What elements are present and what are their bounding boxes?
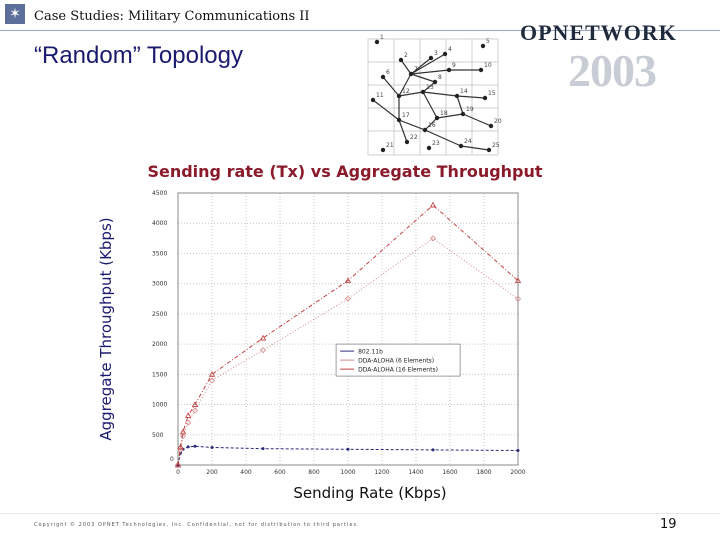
topology-node bbox=[435, 116, 439, 120]
x-tick-label: 600 bbox=[274, 469, 286, 475]
topology-node bbox=[489, 124, 493, 128]
topology-node bbox=[479, 68, 483, 72]
x-tick-label: 1600 bbox=[442, 469, 458, 475]
y-axis-title: Aggregate Throughput (Kbps) bbox=[97, 217, 115, 441]
topology-node-label: 21 bbox=[386, 142, 394, 149]
origin-label: 0 bbox=[170, 456, 174, 463]
x-tick-label: 1000 bbox=[340, 469, 356, 475]
topology-node bbox=[423, 128, 427, 132]
topology-node bbox=[371, 98, 375, 102]
y-tick-label: 3000 bbox=[152, 280, 168, 288]
topology-node-label: 10 bbox=[484, 62, 492, 69]
topology-node bbox=[409, 72, 413, 76]
x-tick-label: 0 bbox=[176, 469, 180, 475]
topology-link bbox=[373, 100, 399, 120]
topology-node bbox=[399, 58, 403, 62]
topology-node-label: 13 bbox=[426, 84, 434, 91]
data-point bbox=[432, 448, 435, 451]
topology-node-label: 22 bbox=[410, 134, 418, 141]
y-tick-label: 2500 bbox=[152, 310, 168, 318]
opnet-logo-icon: ✶ bbox=[5, 4, 25, 24]
footer-divider bbox=[0, 513, 720, 514]
x-tick-label: 400 bbox=[240, 469, 252, 475]
topology-node bbox=[455, 94, 459, 98]
topology-node bbox=[481, 44, 485, 48]
topology-link bbox=[457, 96, 463, 114]
topology-node bbox=[459, 144, 463, 148]
topology-link bbox=[399, 120, 425, 130]
header-title: Case Studies: Military Communications II bbox=[34, 9, 310, 24]
y-tick-label: 4500 bbox=[152, 190, 168, 197]
data-point bbox=[261, 336, 266, 341]
page-number: 19 bbox=[660, 517, 677, 532]
y-tick-label: 4000 bbox=[152, 220, 168, 228]
x-tick-label: 800 bbox=[308, 469, 320, 475]
topology-node-label: 19 bbox=[466, 106, 474, 113]
topology-node-label: 1 bbox=[380, 34, 384, 41]
topology-node-label: 14 bbox=[460, 88, 468, 95]
topology-node-label: 11 bbox=[376, 92, 384, 99]
topology-node-label: 7 bbox=[414, 66, 418, 73]
topology-node bbox=[427, 146, 431, 150]
topology-node bbox=[381, 148, 385, 152]
data-point bbox=[186, 420, 191, 425]
chart-legend bbox=[336, 344, 460, 376]
topology-node bbox=[487, 148, 491, 152]
topology-link bbox=[423, 92, 457, 96]
topology-node-label: 17 bbox=[402, 112, 410, 119]
data-point bbox=[262, 447, 265, 450]
data-point bbox=[261, 348, 266, 353]
brand-year: 2003 bbox=[568, 45, 656, 96]
data-point bbox=[517, 449, 520, 452]
topology-node bbox=[421, 90, 425, 94]
topology-node-label: 24 bbox=[464, 138, 472, 145]
y-tick-label: 1500 bbox=[152, 371, 168, 379]
data-point bbox=[194, 445, 197, 448]
topology-node bbox=[397, 118, 401, 122]
topology-node-label: 15 bbox=[488, 90, 496, 97]
x-tick-label: 1200 bbox=[374, 469, 390, 475]
topology-node bbox=[483, 96, 487, 100]
topology-node-label: 6 bbox=[386, 69, 390, 76]
topology-node-label: 23 bbox=[432, 140, 440, 147]
topology-links bbox=[373, 54, 491, 150]
brand-name: OPNETWORK bbox=[520, 20, 677, 45]
topology-node-label: 5 bbox=[486, 38, 490, 45]
chart-title: Sending rate (Tx) vs Aggregate Throughput bbox=[147, 162, 543, 181]
topology-node bbox=[405, 140, 409, 144]
topology-diagram bbox=[363, 34, 503, 160]
y-tick-label: 3500 bbox=[152, 250, 168, 258]
topology-link bbox=[383, 77, 399, 96]
legend-label: 802.11b bbox=[358, 348, 383, 356]
x-axis-title: Sending Rate (Kbps) bbox=[293, 484, 447, 502]
topology-node bbox=[397, 94, 401, 98]
topology-node bbox=[381, 75, 385, 79]
topology-node-label: 4 bbox=[448, 46, 452, 53]
slide-title: “Random” Topology bbox=[34, 42, 244, 69]
y-tick-label: 500 bbox=[152, 431, 164, 439]
data-point bbox=[186, 413, 191, 418]
x-tick-label: 200 bbox=[206, 469, 218, 475]
legend-label: DDA-ALOHA (6 Elements) bbox=[358, 357, 435, 365]
topology-node bbox=[461, 112, 465, 116]
data-point bbox=[431, 203, 436, 208]
topology-link bbox=[457, 96, 485, 98]
y-tick-label: 1000 bbox=[152, 401, 168, 409]
chart-ticks bbox=[152, 190, 526, 475]
throughput-chart bbox=[130, 185, 530, 475]
topology-link bbox=[463, 114, 491, 126]
footer-copyright: Copyright © 2003 OPNET Technologies, Inc. Confidential, not for distribution to third parties. bbox=[34, 522, 360, 528]
x-tick-label: 2000 bbox=[510, 469, 526, 475]
data-point bbox=[187, 445, 190, 448]
topology-node-label: 9 bbox=[452, 62, 456, 69]
y-tick-label: 2000 bbox=[152, 341, 168, 349]
chart-grid bbox=[178, 193, 518, 465]
topology-node bbox=[429, 56, 433, 60]
topology-link bbox=[423, 92, 437, 118]
legend-label: DDA-ALOHA (16 Elements) bbox=[358, 366, 438, 374]
topology-node-label: 20 bbox=[494, 118, 502, 125]
data-point bbox=[211, 446, 214, 449]
topology-node-label: 2 bbox=[404, 52, 408, 59]
topology-node-label: 8 bbox=[438, 74, 442, 81]
topology-node-label: 16 bbox=[428, 122, 436, 129]
topology-node-label: 25 bbox=[492, 142, 500, 149]
topology-node-label: 3 bbox=[434, 50, 438, 57]
topology-node-label: 12 bbox=[402, 88, 410, 95]
topology-link bbox=[461, 146, 489, 150]
topology-node bbox=[375, 40, 379, 44]
topology-link bbox=[411, 74, 435, 82]
brand-logo bbox=[520, 14, 720, 94]
topology-node-label: 18 bbox=[440, 110, 448, 117]
topology-link bbox=[425, 130, 461, 146]
data-point bbox=[347, 448, 350, 451]
topology-node bbox=[447, 68, 451, 72]
x-tick-label: 1800 bbox=[476, 469, 492, 475]
x-tick-label: 1400 bbox=[408, 469, 424, 475]
topology-node bbox=[443, 52, 447, 56]
